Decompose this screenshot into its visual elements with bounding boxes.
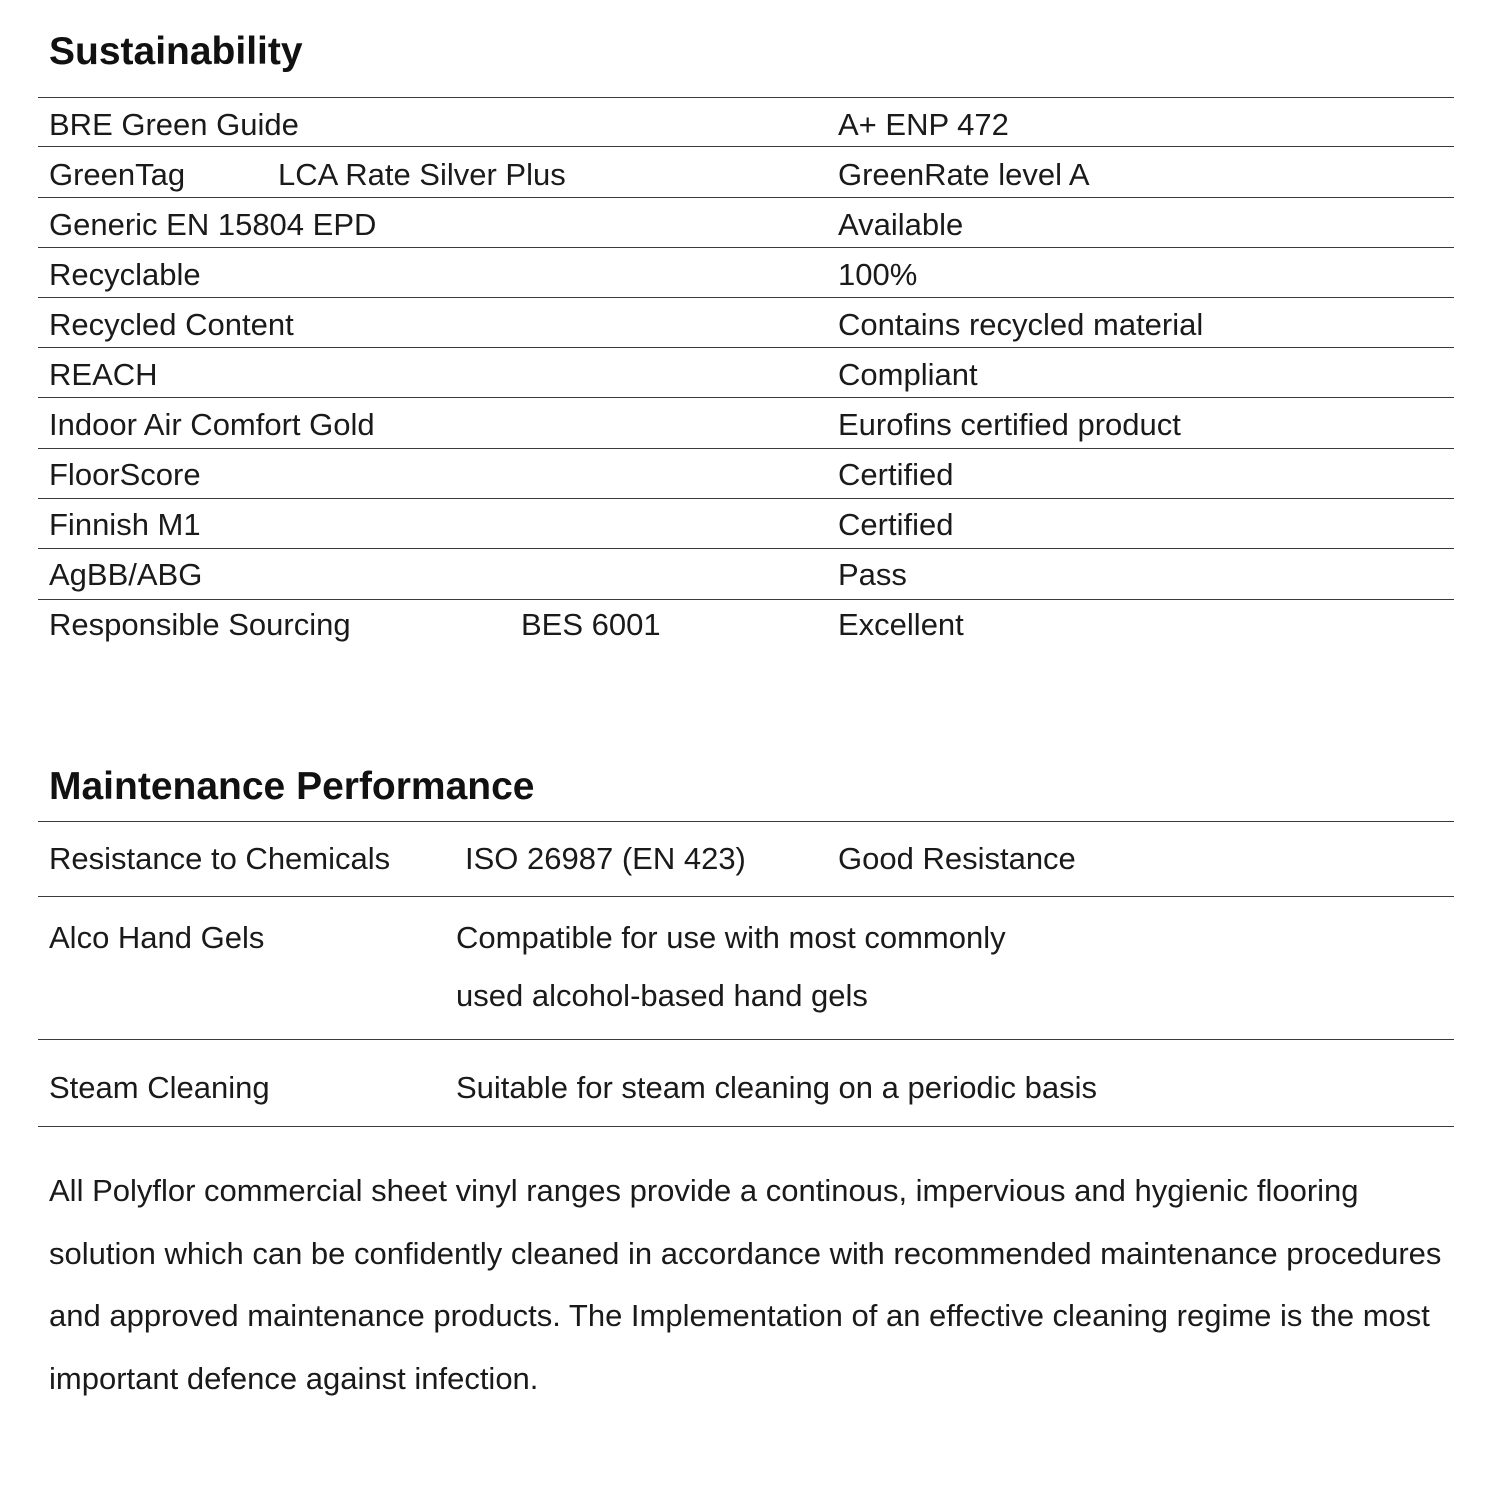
sustainability-value: Contains recycled material: [838, 307, 1204, 342]
sustainability-value: Eurofins certified product: [838, 407, 1181, 442]
divider: [38, 548, 1454, 549]
sustainability-label: REACH: [49, 357, 158, 392]
maintenance-heading: Maintenance Performance: [49, 765, 535, 808]
sustainability-sub: LCA Rate Silver Plus: [278, 157, 566, 192]
divider: [38, 146, 1454, 147]
sustainability-value: Available: [838, 207, 964, 242]
sustainability-value: 100%: [838, 257, 918, 292]
chemicals-standard: ISO 26987 (EN 423): [465, 841, 746, 876]
maintenance-paragraph: All Polyflor commercial sheet vinyl ranges provide a continous, impervious and hygienic flooring solution which can be confidently cleaned in accordance with recommended maintenance procedures and approved maintenance products. The Implementation of an effective cleaning regime is the most important defence against infection.: [49, 1173, 1442, 1396]
sustainability-label: Recycled Content: [49, 307, 294, 342]
sustainability-value: Certified: [838, 457, 954, 492]
sustainability-value: A+ ENP 472: [838, 107, 1009, 142]
divider: [38, 821, 1454, 822]
steam-cleaning-value: Suitable for steam cleaning on a periodic basis: [456, 1070, 1098, 1105]
divider: [38, 347, 1454, 348]
sustainability-label: Finnish M1: [49, 507, 201, 542]
chemicals-label: Resistance to Chemicals: [49, 841, 391, 876]
sustainability-label: Responsible Sourcing: [49, 607, 351, 642]
sustainability-label: BRE Green Guide: [49, 107, 299, 142]
sustainability-heading: Sustainability: [49, 30, 303, 73]
steam-cleaning-label: Steam Cleaning: [49, 1070, 270, 1105]
divider: [38, 1039, 1454, 1040]
hand-gels-value-line2: used alcohol-based hand gels: [456, 978, 868, 1013]
divider: [38, 397, 1454, 398]
sustainability-label: Recyclable: [49, 257, 201, 292]
divider: [38, 498, 1454, 499]
sustainability-value: Excellent: [838, 607, 964, 642]
sustainability-label: Indoor Air Comfort Gold: [49, 407, 375, 442]
hand-gels-label: Alco Hand Gels: [49, 920, 265, 955]
divider: [38, 599, 1454, 600]
divider: [38, 247, 1454, 248]
chemicals-value: Good Resistance: [838, 841, 1076, 876]
divider: [38, 1126, 1454, 1127]
divider: [38, 97, 1454, 98]
sustainability-label: Generic EN 15804 EPD: [49, 207, 377, 242]
divider: [38, 197, 1454, 198]
sustainability-value: Pass: [838, 557, 907, 592]
divider: [38, 896, 1454, 897]
sustainability-value: Certified: [838, 507, 954, 542]
sustainability-value: Compliant: [838, 357, 978, 392]
divider: [38, 448, 1454, 449]
sustainability-label: FloorScore: [49, 457, 201, 492]
sustainability-sub: BES 6001: [521, 607, 661, 642]
sustainability-value: GreenRate level A: [838, 157, 1090, 192]
sustainability-label: AgBB/ABG: [49, 557, 203, 592]
divider: [38, 297, 1454, 298]
hand-gels-value-line1: Compatible for use with most commonly: [456, 920, 1006, 955]
sustainability-label: GreenTag: [49, 157, 186, 192]
